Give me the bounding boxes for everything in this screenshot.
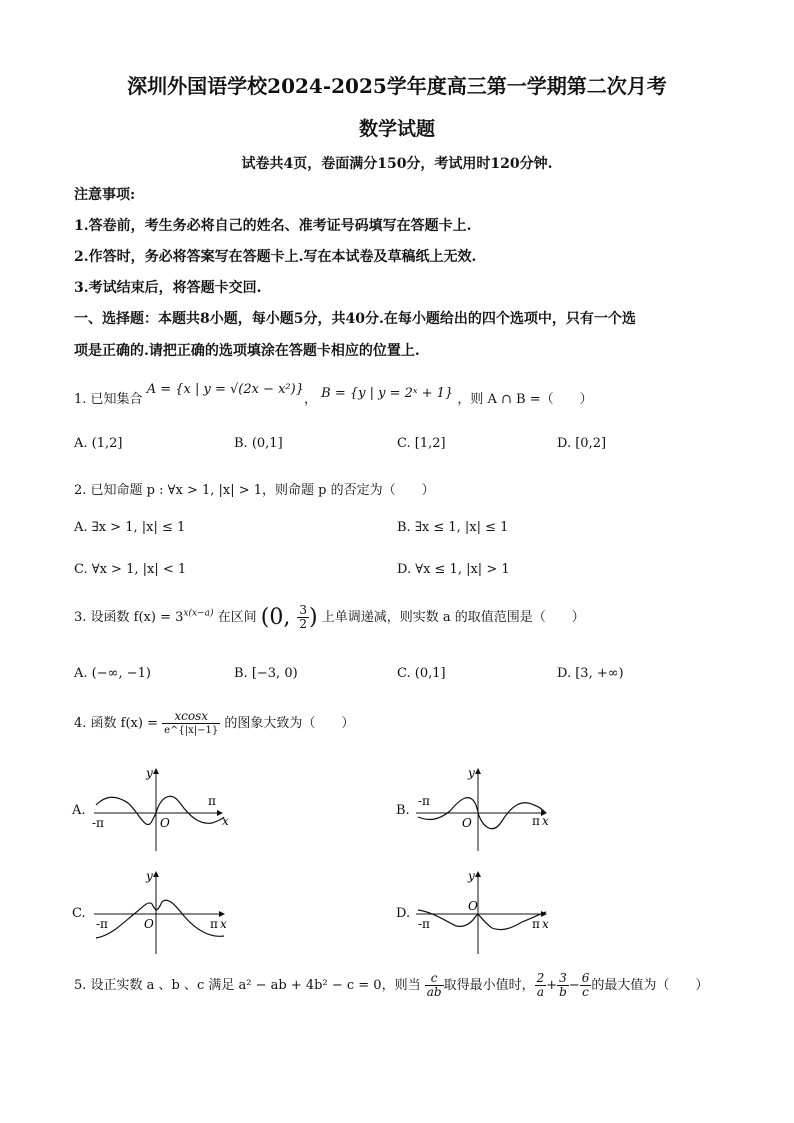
curve [418,910,546,930]
fraction-numerator: 3 [557,972,569,986]
question-4-prefix: 4. 函数 f(x) = [74,716,163,731]
fraction-numerator: 6 [581,971,590,985]
question-4-stem [74,710,354,737]
note-item: 1.答卷前，考生务必将自己的姓名、准考证号码填写在答题卡上. [74,218,472,234]
graph-label[interactable]: B. [396,803,410,818]
question-5-stem [74,972,708,999]
exam-info: 试卷共4页，卷面满分150分，考试用时120分钟. [241,156,553,172]
y-label: y [146,869,153,883]
fraction-denominator: c [582,985,589,999]
question-1-stem [74,382,593,407]
fraction [557,972,569,999]
question-1-prefix: 1. 已知集合 [74,392,143,407]
notes-heading: 注意事项: [74,187,136,203]
set-a: A = {x | y = √(2x − x²)} [146,382,304,397]
x-label: x [542,917,549,931]
interval-close: ) [308,605,318,630]
origin-label: O [144,917,154,931]
option-d[interactable]: D. [3, +∞) [557,666,624,681]
option-c[interactable]: C. (0,1] [397,666,446,681]
x-label: x [222,814,229,828]
graph-label[interactable]: D. [396,906,411,921]
option-b[interactable]: B. [−3, 0) [234,666,298,681]
graph-a [92,763,232,855]
x-label: x [542,814,549,828]
option-d[interactable]: D. ∀x ≤ 1, |x| > 1 [397,562,510,577]
fraction-numerator: 2 [536,971,545,985]
question-4-tail: 的图象大致为（ ） [220,716,355,731]
fraction [297,604,309,631]
section-instructions-line2: 项是正确的.请把正确的选项填涂在答题卡相应的位置上. [74,343,420,359]
exponent: x(x−a) [183,608,214,619]
curve [96,900,224,938]
option-a[interactable]: A. ∃x > 1, |x| ≤ 1 [74,520,186,535]
fraction-numerator: 3 [299,603,307,617]
option-b[interactable]: B. ∃x ≤ 1, |x| ≤ 1 [397,520,509,535]
minus-sign: − [568,978,580,993]
note-item: 2.作答时，务必将答案写在答题卡上.写在本试卷及草稿纸上无效. [74,249,477,265]
option-a[interactable]: A. (−∞, −1) [74,666,151,681]
x-label: x [220,917,227,931]
graph-label[interactable]: A. [72,803,86,818]
fraction-denominator: 2 [299,617,307,631]
graph-label[interactable]: C. [72,906,86,921]
plus-sign: + [546,978,558,993]
origin-label: O [468,899,478,913]
question-3-stem [74,604,585,631]
origin-label: O [462,816,472,830]
y-label: y [146,766,153,780]
fraction-numerator: xcosx [162,710,220,724]
exam-title: 深圳外国语学校2024-2025学年度高三第一学期第二次月考 [127,74,667,98]
fraction [535,972,547,999]
option-d[interactable]: D. [0,2] [557,436,607,451]
neg-pi-label: -π [92,816,104,830]
comma: ， [303,392,317,407]
neg-pi-label: -π [418,794,430,808]
fraction-denominator: a [536,985,544,999]
pi-label: π [532,814,540,828]
fraction-denominator: ab [426,985,442,999]
question-3-prefix: 3. 设函数 f(x) = 3 [74,610,184,625]
question-5-tail: 的最大值为（ ） [591,978,709,993]
exam-subtitle: 数学试题 [358,118,435,140]
fraction [580,972,592,999]
interval-open: (0, [260,605,298,630]
y-label: y [468,869,475,883]
question-3-tail: 上单调递减，则实数 a 的取值范围是（ ） [317,610,585,625]
graph-c [92,866,232,958]
question-3-middle: 在区间 [213,610,257,625]
option-c[interactable]: C. ∀x > 1, |x| < 1 [74,562,187,577]
question-2-stem: 2. 已知命题 p : ∀x > 1, |x| > 1，则命题 p 的否定为（ ） [74,483,435,498]
set-b: B = {y | y = 2ˣ + 1} [321,386,454,401]
section-instructions-line1: 一、选择题：本题共8小题，每小题5分，共40分.在每小题给出的四个选项中，只有一个选 [74,311,636,327]
fraction-numerator: c [425,972,444,986]
fraction-denominator: e^{|x|−1} [164,725,219,736]
fraction-denominator: b [559,985,567,999]
question-5-prefix: 5. 设正实数 a 、b 、c 满足 a² − ab + 4b² − c = 0，则当 [74,978,421,993]
question-5-middle: 取得最小值时， [443,978,535,993]
neg-pi-label: -π [418,917,430,931]
fraction [162,710,220,737]
origin-label: O [160,816,170,830]
pi-label: π [532,917,540,931]
pi-label: π [210,917,218,931]
neg-pi-label: -π [96,917,108,931]
question-1-tail: ，则 A ∩ B =（ ） [457,392,593,407]
option-a[interactable]: A. (1,2] [74,436,123,451]
graph-b [414,763,554,855]
graph-d [414,866,554,958]
option-c[interactable]: C. [1,2] [397,436,446,451]
y-label: y [468,766,475,780]
note-item: 3.考试结束后，将答题卡交回. [74,280,262,296]
option-b[interactable]: B. (0,1] [234,436,283,451]
pi-label: π [208,794,216,808]
fraction [425,972,444,999]
